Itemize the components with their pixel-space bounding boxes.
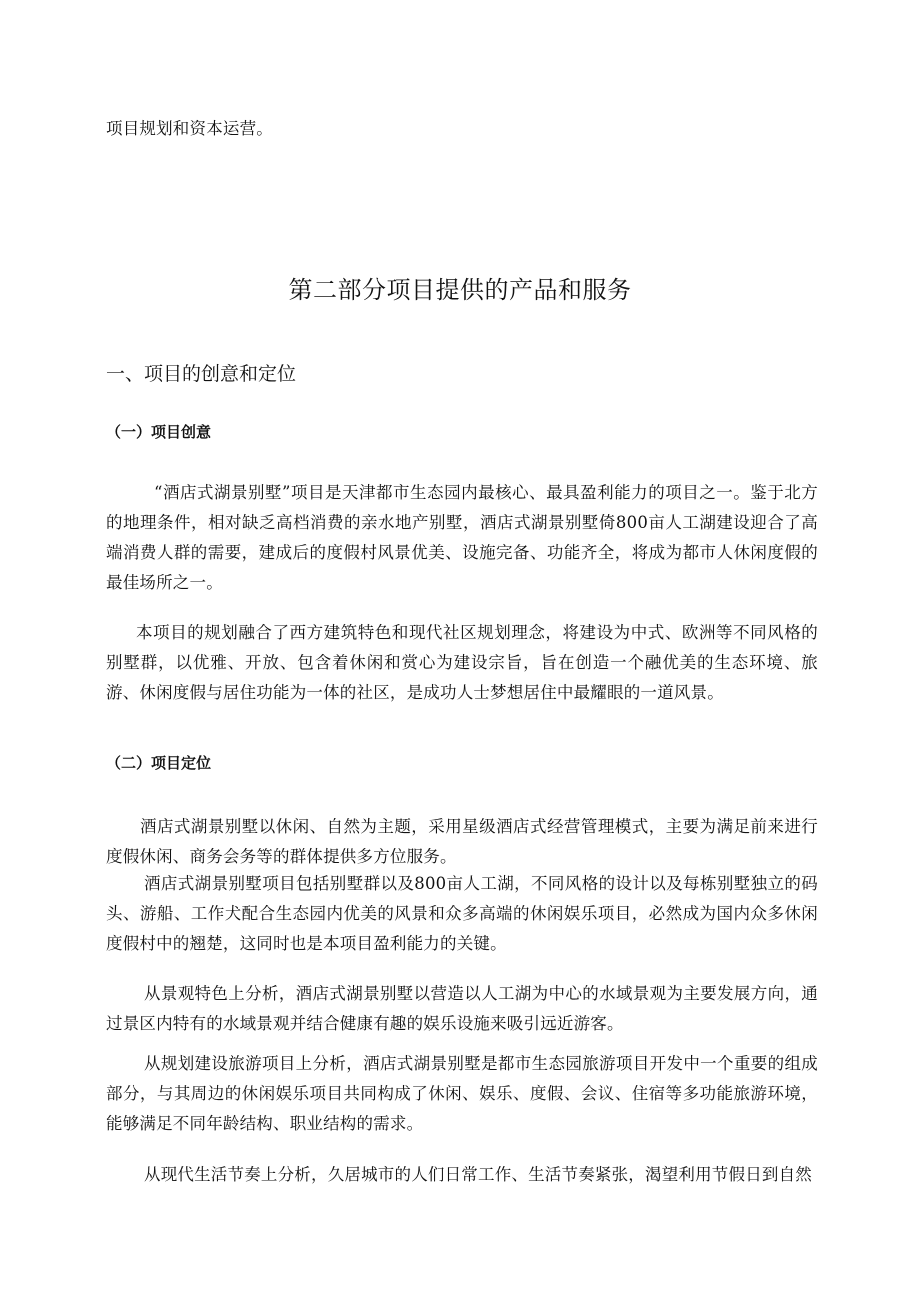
paragraph-positioning-1: 酒店式湖景别墅以休闲、自然为主题，采用星级酒店式经营管理模式，主要为满足前来进行度假休闲、商务会务等的群体提供多方位服务。: [106, 817, 818, 866]
paragraph-creativity-2: 本项目的规划融合了西方建筑特色和现代社区规划理念，将建设为中式、欧洲等不同风格的别墅群，以优雅、开放、包含着休闲和赏心为建设宗旨，旨在创造一个融优美的生态环境、旅游、休闲度假与居住功能为一体的社区，是成功人士梦想居住中最耀眼的一道风景。: [106, 623, 818, 702]
top-fragment-text: 项目规划和资本运营。: [106, 119, 273, 138]
subsection-title-creativity: （一）项目创意: [106, 423, 212, 441]
part-title: 第二部分项目提供的产品和服务: [288, 276, 632, 304]
paragraph-positioning-2: 酒店式湖景别墅项目包括别墅群以及800亩人工湖，不同风格的设计以及每栋别墅独立的码头、游船、工作犬配合生态园内优美的风景和众多高端的休闲娱乐项目，必然成为国内众多休闲度假村中的翘楚，这同时也是本项目盈利能力的关键。: [106, 874, 818, 953]
section-title: 一、项目的创意和定位: [106, 363, 297, 385]
paragraph-positioning-3: 从景观特色上分析，酒店式湖景别墅以营造以人工湖为中心的水域景观为主要发展方向，通过景区内特有的水域景观并结合健康有趣的娱乐设施来吸引远近游客。: [106, 984, 818, 1033]
paragraph-creativity-1: “酒店式湖景别墅”项目是天津都市生态园内最核心、最具盈利能力的项目之一。鉴于北方的地理条件，相对缺乏高档消费的亲水地产别墅，酒店式湖景别墅倚800亩人工湖建设迎合了高端消费人群的需要，建成后的度假村风景优美、设施完备、功能齐全，将成为都市人休闲度假的最佳场所之一。: [106, 483, 818, 592]
paragraph-positioning-4: 从规划建设旅游项目上分析，酒店式湖景别墅是都市生态园旅游项目开发中一个重要的组成部分，与其周边的休闲娱乐项目共同构成了休闲、娱乐、度假、会议、住宿等多功能旅游环境，能够满足不同年龄结构、职业结构的需求。: [106, 1054, 818, 1133]
subsection-title-positioning: （二）项目定位: [106, 754, 212, 772]
paragraph-positioning-5: 从现代生活节奏上分析，久居城市的人们日常工作、生活节奏紧张，渴望利用节假日到自然: [144, 1165, 812, 1184]
